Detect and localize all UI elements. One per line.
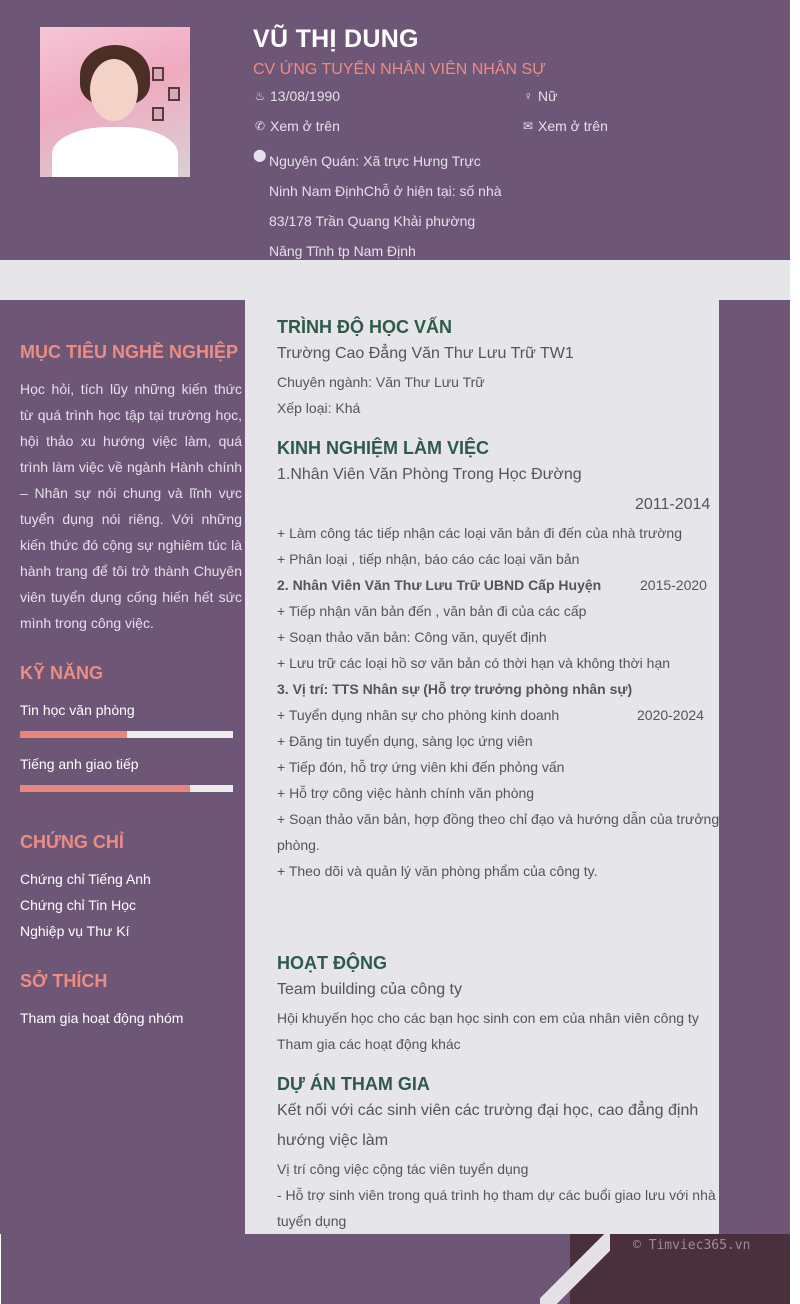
job-title: 2. Nhân Viên Văn Thư Lưu Trữ UBND Cấp Huyện — [277, 577, 602, 593]
wall-frame-decoration — [168, 87, 180, 101]
objective-heading: MỤC TIÊU NGHỀ NGHIỆP — [20, 342, 239, 362]
copyright-watermark: © Timviec365.vn — [633, 1238, 751, 1253]
cake-icon: ♨ — [254, 89, 266, 103]
female-icon: ♀ — [523, 89, 533, 103]
job-title: 1.Nhân Viên Văn Phòng Trong Học Đường — [277, 466, 582, 483]
photo-body — [52, 127, 178, 177]
education-heading: TRÌNH ĐỘ HỌC VẤN — [277, 317, 452, 337]
job-duty: + Đăng tin tuyển dụng, sàng lọc ứng viên — [277, 733, 533, 749]
activity-subtitle: Team building của công ty — [277, 981, 462, 998]
job-duty: + Tiếp nhận văn bản đến , văn bản đi của các cấp — [277, 603, 587, 619]
job-duty: phòng. — [277, 837, 320, 853]
skill-level-fill — [20, 785, 190, 792]
job-title: 3. Vị trí: TTS Nhân sự (Hỗ trợ trưởng phòng nhân sự) — [277, 681, 633, 697]
birthday-value: 13/08/1990 — [270, 88, 341, 104]
job-date: 2011-2014 — [635, 496, 711, 513]
job-duty: + Tuyển dụng nhân sự cho phòng kinh doanh — [277, 707, 560, 723]
experience-heading: KINH NGHIỆM LÀM VIỆC — [277, 438, 490, 458]
envelope-icon: ✉ — [522, 119, 534, 133]
candidate-name: VŨ THỊ DUNG — [253, 25, 419, 53]
footer-diagonal-stripe — [540, 1234, 610, 1304]
skills-heading: KỸ NĂNG — [20, 663, 104, 683]
email-value: Xem ở trên — [538, 118, 608, 134]
phone-value: Xem ở trên — [270, 118, 340, 134]
skill-level-fill — [20, 731, 127, 738]
gender-row — [521, 88, 557, 104]
phone-icon: ✆ — [254, 119, 266, 133]
activity-item: Hội khuyến học cho các bạn học sinh con em của nhân viên công ty — [277, 1010, 699, 1026]
job-duty: + Phân loại , tiếp nhận, báo cáo các loại văn bản — [277, 551, 580, 567]
project-item: Vị trí công việc cộng tác viên tuyển dụng — [277, 1161, 529, 1177]
job-duty: + Theo dõi và quản lý văn phòng phẩm của công ty. — [277, 863, 598, 879]
activity-item: Tham gia các hoạt động khác — [277, 1036, 461, 1052]
projects-heading: DỰ ÁN THAM GIA — [277, 1074, 430, 1094]
job-duty: + Tiếp đón, hỗ trợ ứng viên khi đến phỏng vấn — [277, 759, 565, 775]
photo-face — [90, 59, 138, 121]
address-line: Năng Tĩnh tp Nam Định — [269, 243, 416, 259]
skill-name: Tin học văn phòng — [20, 702, 135, 718]
project-subtitle: hướng việc làm — [277, 1132, 389, 1149]
wall-frame-decoration — [152, 107, 164, 121]
profile-photo — [40, 27, 190, 177]
address-line: Ninh Nam ĐịnhChỗ ở hiện tại: số nhà — [269, 183, 502, 199]
hobby-item: Tham gia hoạt động nhóm — [20, 1010, 184, 1026]
cv-position-title: CV ỨNG TUYỂN NHÂN VIÊN NHÂN SỰ — [253, 61, 546, 78]
job-duty: + Làm công tác tiếp nhận các loại văn bản đi đến của nhà trường — [277, 525, 682, 541]
project-item: tuyển dụng — [277, 1213, 347, 1229]
job-date: 2020-2024 — [637, 707, 704, 723]
job-duty: + Soạn thảo văn bản, hợp đồng theo chỉ đạo và hướng dẫn của trưởng — [277, 811, 720, 827]
project-subtitle: Kết nối với các sinh viên các trường đại học, cao đẳng định — [277, 1102, 699, 1119]
wall-frame-decoration — [152, 67, 164, 81]
address-line: Nguyên Quán: Xã trực Hưng Trực — [269, 153, 481, 169]
certificate-item: Chứng chỉ Tin Học — [20, 897, 136, 913]
birthday-row — [253, 88, 340, 104]
email-row — [521, 118, 608, 134]
project-item: - Hỗ trợ sinh viên trong quá trình họ tham dự các buổi giao lưu với nhà — [277, 1187, 716, 1203]
job-duty: + Hỗ trợ công việc hành chính văn phòng — [277, 785, 535, 801]
school-name: Trường Cao Đẳng Văn Thư Lưu Trữ TW1 — [277, 345, 574, 362]
grade: Xếp loại: Khá — [277, 400, 361, 416]
certificates-heading: CHỨNG CHỈ — [20, 832, 124, 852]
address-line: 83/178 Trần Quang Khải phường — [269, 213, 476, 229]
footer-edge-line — [0, 1234, 1, 1304]
major: Chuyên ngành: Văn Thư Lưu Trữ — [277, 374, 485, 390]
objective-text: Học hỏi, tích lũy những kiến thức từ quá trình học tập tại trường học, hội thảo xu hướng việc làm, quá trình làm việc về ngành Hành chính – Nhân sự nói chung và lĩnh vực tuyển dụng nói riêng. Với những kiến thức đó cộng sự nghiêm túc là hành trang để tôi trở thành Chuyên viên tuyển dụng cống hiến hết sức mình trong công việc. — [20, 381, 242, 631]
right-margin — [790, 0, 800, 1304]
location-pin-icon: ⬤ — [253, 148, 267, 162]
phone-row — [253, 118, 340, 134]
address-block — [269, 146, 519, 266]
skill-level-bar — [20, 785, 233, 792]
job-date: 2015-2020 — [640, 577, 707, 593]
certificate-item: Nghiệp vụ Thư Kí — [20, 923, 130, 939]
certificate-item: Chứng chỉ Tiếng Anh — [20, 871, 151, 887]
hobbies-heading: SỞ THÍCH — [20, 971, 108, 991]
skill-level-bar — [20, 731, 233, 738]
skill-name: Tiếng anh giao tiếp — [20, 756, 139, 772]
gender-value: Nữ — [538, 88, 558, 104]
job-duty: + Lưu trữ các loại hồ sơ văn bản có thời hạn và không thời hạn — [277, 655, 671, 671]
activities-heading: HOẠT ĐỘNG — [277, 953, 387, 973]
right-sidebar-strip — [719, 300, 790, 1234]
job-duty: + Soạn thảo văn bản: Công văn, quyết định — [277, 629, 547, 645]
